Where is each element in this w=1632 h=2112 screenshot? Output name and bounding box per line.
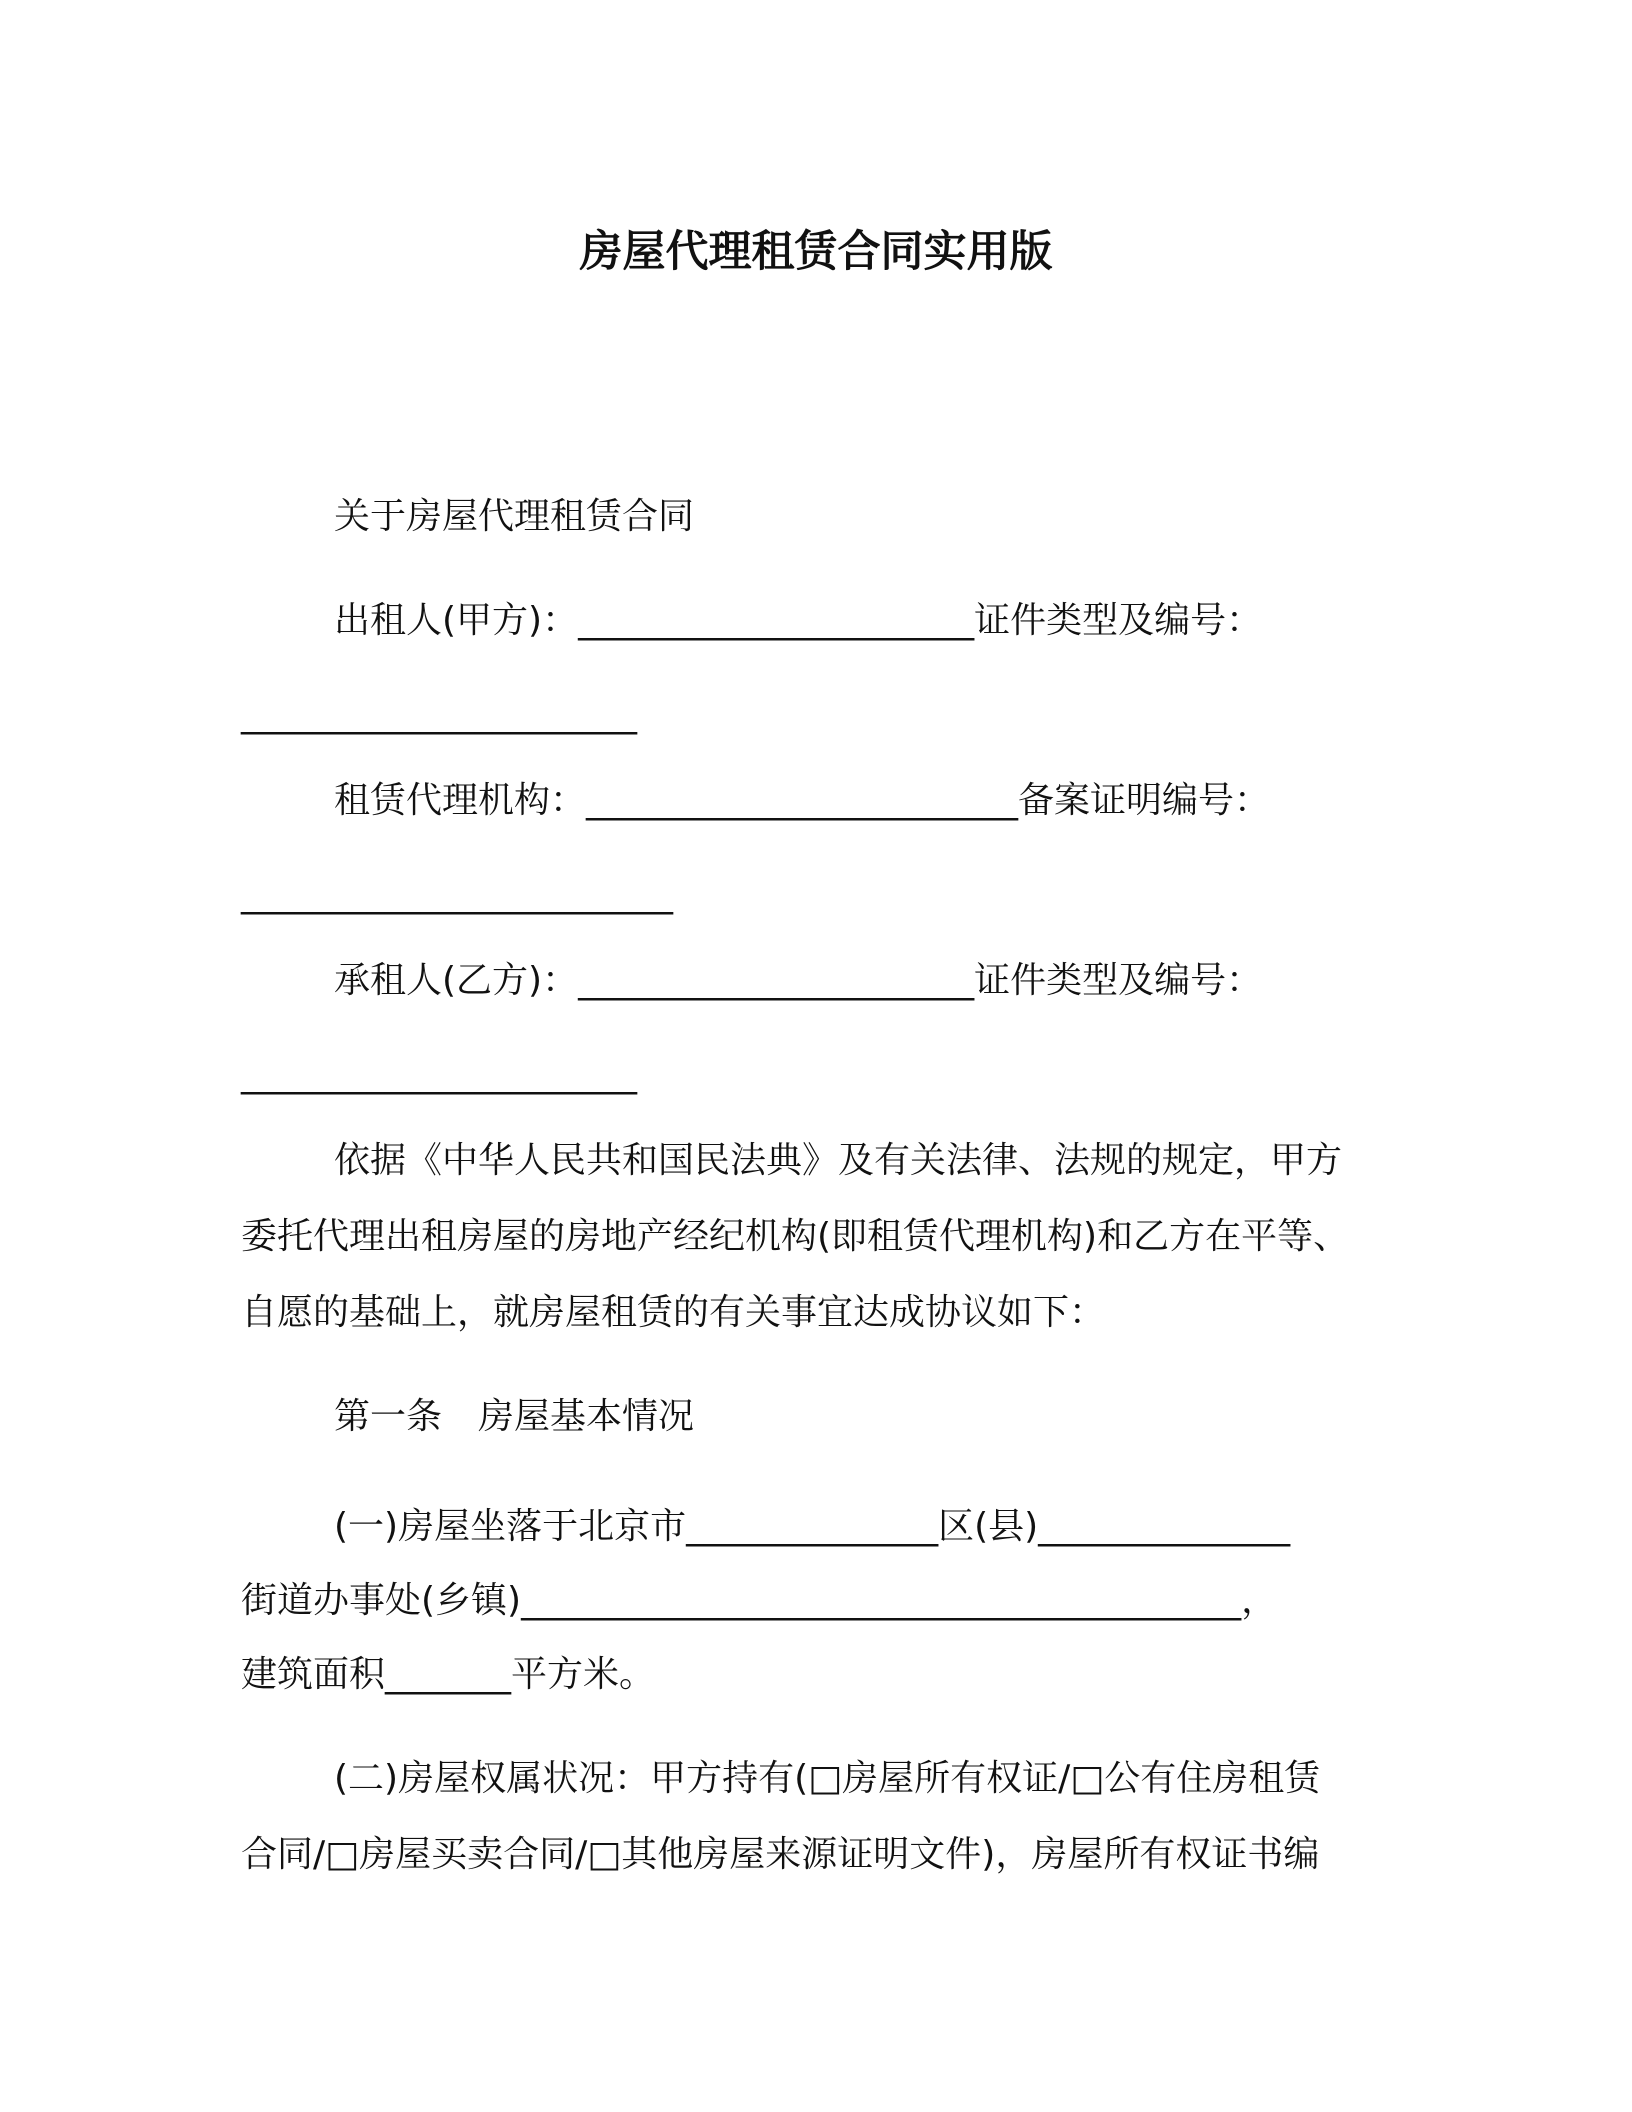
location-line-2: 街道办事处(乡镇)________________________________________， (241, 1580, 1278, 1621)
lessor-line: 出租人(甲方)：______________________证件类型及编号： (334, 600, 1263, 641)
contract-heading: 关于房屋代理租赁合同 (334, 496, 695, 537)
location-line-1: (一)房屋坐落于北京市______________区(县)______________ (334, 1506, 1291, 1547)
article-one-heading: 第一条 房屋基本情况 (334, 1396, 695, 1437)
lessor-id-blank: ______________________ (241, 694, 637, 735)
lessee-line: 承租人(乙方)：______________________证件类型及编号： (334, 960, 1263, 1001)
preamble-line-2: 委托代理出租房屋的房地产经纪机构(即租赁代理机构)和乙方在平等、 (241, 1216, 1350, 1257)
ownership-line-2: 合同/□房屋买卖合同/□其他房屋来源证明文件)，房屋所有权证书编 (241, 1834, 1320, 1875)
lessee-id-blank: ______________________ (241, 1054, 637, 1095)
document-title: 房屋代理租赁合同实用版 (579, 227, 1053, 277)
agency-record-blank: ________________________ (241, 874, 673, 915)
agency-line: 租赁代理机构：________________________备案证明编号： (334, 780, 1271, 821)
ownership-line-1: (二)房屋权属状况：甲方持有(□房屋所有权证/□公有住房租赁 (334, 1758, 1321, 1799)
preamble-line-1: 依据《中华人民共和国民法典》及有关法律、法规的规定，甲方 (334, 1140, 1343, 1181)
area-line: 建筑面积_______平方米。 (241, 1654, 656, 1695)
preamble-line-3: 自愿的基础上，就房屋租赁的有关事宜达成协议如下： (241, 1292, 1106, 1333)
